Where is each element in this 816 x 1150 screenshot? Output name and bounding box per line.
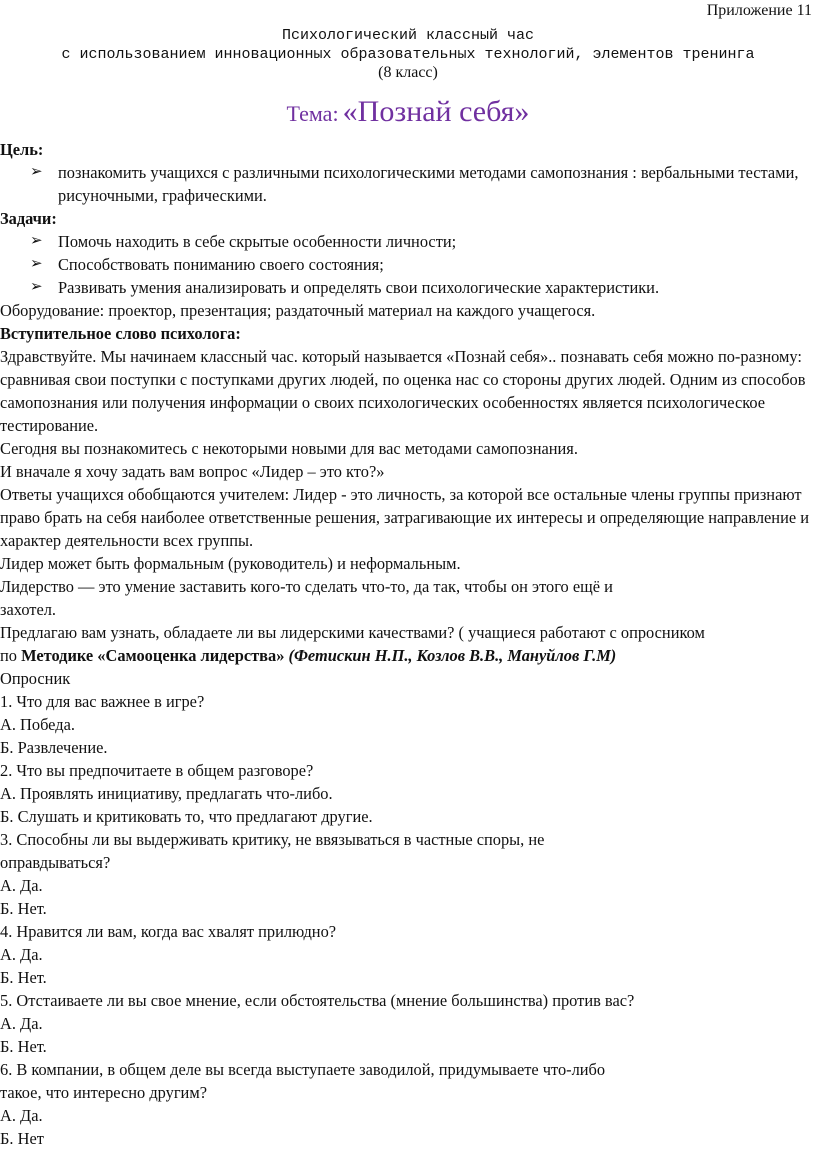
paragraph: Лидерство — это умение заставить кого-то сделать что-то, да так, чтобы он этого ещё и [0, 577, 613, 596]
topic-label: Тема: [286, 101, 339, 126]
topic-heading [0, 95, 816, 129]
method-name: Методике «Самооценка лидерства» [21, 646, 285, 665]
paragraph: Лидер может быть формальным (руководитель) и неформальным. [0, 554, 461, 573]
questionnaire-label: Опросник [0, 669, 71, 688]
appendix-label: Приложение 11 [706, 2, 812, 19]
method-prefix: по [0, 646, 22, 665]
questionnaire-line: 3. Способны ли вы выдерживать критику, не ввязываться в частные споры, не [0, 830, 545, 849]
questionnaire-line: А. Да. [0, 1106, 43, 1125]
method-authors: (Фетискин Н.П., Козлов В.В., Мануйлов Г.М) [288, 646, 617, 665]
header-line-2: с использованием инновационных образовательных технологий, элементов тренинга [61, 46, 755, 63]
task-item [0, 276, 812, 299]
questionnaire-line: 2. Что вы предпочитаете в общем разговоре? [0, 761, 314, 780]
questionnaire-line: 5. Отстаиваете ли вы свое мнение, если обстоятельства (мнение большинства) против вас? [0, 991, 635, 1010]
header-line-1: Психологический классный час [281, 27, 535, 44]
questionnaire-line: А. Проявлять инициативу, предлагать что-либо. [0, 784, 333, 803]
task-item-text: Помочь находить в себе скрытые особенности личности; [58, 232, 457, 251]
arrow-bullet-icon: ➢ [30, 164, 43, 180]
questionnaire-line: Б. Нет [0, 1129, 44, 1148]
questionnaire-line: А. Да. [0, 1014, 43, 1033]
questionnaire-line: 6. В компании, в общем деле вы всегда выступаете заводилой, придумываете что-либо [0, 1060, 606, 1079]
questionnaire-line: оправдываться? [0, 853, 111, 872]
questionnaire-line: такое, что интересно другим? [0, 1083, 207, 1102]
questionnaire-line: А. Да. [0, 945, 43, 964]
questionnaire-line: 1. Что для вас важнее в игре? [0, 692, 205, 711]
questionnaire-list [0, 690, 812, 1150]
paragraph: Здравствуйте. Мы начинаем классный час. который называется «Познай себя».. познавать себя можно по-разному: сравнивая свои поступки с поступками других людей, по оценка нас со стороны других людей. Одним из способов самопознания или получения информации о своих психологических особенностях является психологическое тестирование. [0, 347, 806, 435]
task-item-text: Развивать умения анализировать и определять свои психологические характеристики. [58, 278, 660, 297]
intro-heading: Вступительное слово психолога: [0, 324, 241, 343]
goal-item-text: познакомить учащихся с различными психологическими методами самопознания : вербальными тестами, рисуночными, графическими. [58, 163, 799, 205]
questionnaire-line: А. Да. [0, 876, 43, 895]
equipment-line: Оборудование: проектор, презентация; раздаточный материал на каждого учащегося. [0, 301, 596, 320]
tasks-heading: Задачи: [0, 209, 57, 228]
task-item [0, 230, 812, 253]
questionnaire-line: Б. Развлечение. [0, 738, 108, 757]
questionnaire-line: Б. Слушать и критиковать то, что предлагают другие. [0, 807, 373, 826]
grade-label: (8 класс) [378, 64, 438, 81]
method-line [0, 644, 812, 667]
questionnaire-line: А. Победа. [0, 715, 75, 734]
questionnaire-line: Б. Нет. [0, 899, 47, 918]
goal-heading: Цель: [0, 140, 44, 159]
arrow-bullet-icon: ➢ [30, 233, 43, 249]
paragraph: захотел. [0, 600, 57, 619]
task-item-text: Способствовать пониманию своего состояния; [58, 255, 384, 274]
task-item [0, 253, 812, 276]
paragraph: И вначале я хочу задать вам вопрос «Лидер – это кто?» [0, 462, 385, 481]
questionnaire-line: Б. Нет. [0, 1037, 47, 1056]
arrow-bullet-icon: ➢ [30, 279, 43, 295]
goal-item [0, 161, 812, 207]
paragraph: Ответы учащихся обобщаются учителем: Лидер - это личность, за которой все остальные члены группы признают право брать на себя наиболее ответственные решения, затрагивающие их интересы и определяющие направление и характер деятельности всех группы. [0, 485, 809, 550]
paragraph: Сегодня вы познакомитесь с некоторыми новыми для вас методами самопознания. [0, 439, 578, 458]
arrow-bullet-icon: ➢ [30, 256, 43, 272]
topic-title: «Познай себя» [342, 95, 530, 128]
questionnaire-line: 4. Нравится ли вам, когда вас хвалят прилюдно? [0, 922, 337, 941]
document-body [0, 138, 812, 1150]
paragraph: Предлагаю вам узнать, обладаете ли вы лидерскими качествами? ( учащиеся работают с опросником [0, 623, 705, 642]
questionnaire-line: Б. Нет. [0, 968, 47, 987]
